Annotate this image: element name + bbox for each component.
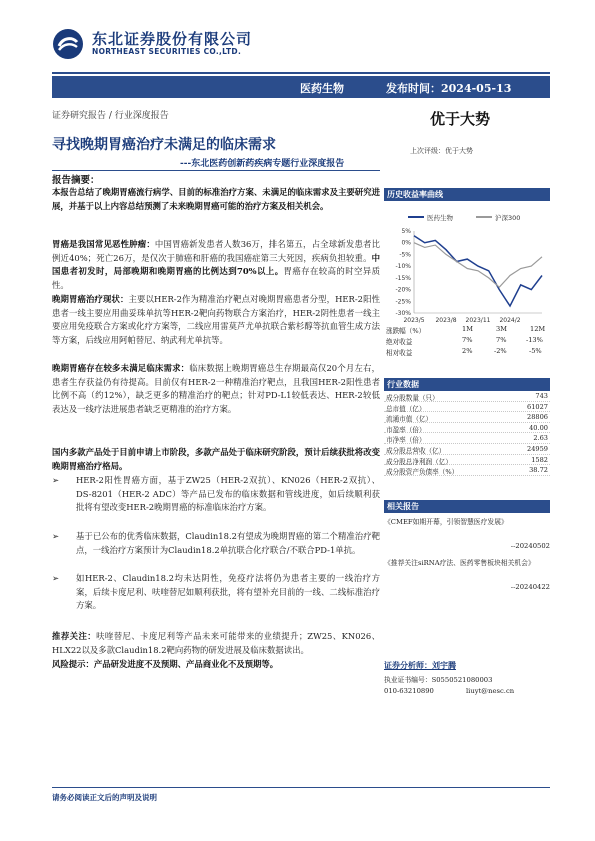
sector-label: 医药生物 bbox=[300, 82, 344, 95]
company-logo-icon bbox=[52, 28, 84, 60]
stat-value: 61027 bbox=[527, 402, 548, 411]
recommend-body: 呋喹替尼、卡度尼利等产品未来可能带来的业绩提升；ZW25、KN026、HLX22以及多款Claudin18.2靶向药物的研发进展及临床数据读出。 bbox=[52, 631, 381, 655]
industry-data-row bbox=[384, 423, 550, 434]
company-name-en: NORTHEAST SECURITIES CO.,LTD. bbox=[92, 47, 242, 56]
stat-label: 成分股总净利润（亿） bbox=[386, 457, 452, 466]
y-tick-label: -25% bbox=[395, 298, 411, 306]
report-subtitle: ---东北医药创新药疾病专题行业深度报告 bbox=[180, 159, 345, 169]
bullet-arrow-icon: ➢ bbox=[52, 573, 60, 583]
summary-intro-text: 本报告总结了晚期胃癌流行病学、目前的标准治疗方案、未满足的临床需求及主要研究进展，并基于以上内容总结预测了未来晚期胃癌可能的治疗方案及相关机会。 bbox=[52, 187, 380, 211]
related-report-link[interactable]: 《CMEF如期开幕，引领智慧医疗发展》 bbox=[384, 518, 508, 526]
legend-label: 沪深300 bbox=[495, 214, 521, 222]
bullet-text: 如HER-2、Claudin18.2均未达阴性，免疫疗法将仍为患者主要的一线治疗方案，后续卡度尼利、呋喹替尼如顺利获批，将有望补充目前的一线、二线标准治疗方案。 bbox=[76, 573, 380, 611]
perf-row-label: 相对收益 bbox=[386, 349, 413, 357]
para1-tail: 胃癌存在较高的时空异质性。 bbox=[52, 266, 380, 290]
perf-header-1m: 1M bbox=[462, 325, 473, 333]
bullet-item bbox=[52, 530, 380, 572]
para2-lead: 晚期胃癌治疗现状： bbox=[52, 294, 129, 304]
bullet-text: 基于已公布的优秀临床数据，Claudin18.2有望成为晚期胃癌的第二个精准治疗靶点，一线治疗方案预计为Claudin18.2单抗联合化疗联合/不联合PD-1单抗。 bbox=[76, 531, 380, 555]
related-reports-panel bbox=[384, 500, 550, 591]
paragraph-pipeline bbox=[52, 446, 380, 473]
previous-rating: 上次评级：优于大势 bbox=[410, 147, 473, 155]
para4-bold: 国内多款产品处于目前申请上市阶段，多款产品处于临床研究阶段，预计后续获批将改变晚期胃癌治疗格局。 bbox=[52, 447, 380, 471]
stat-label: 成分股数量（只） bbox=[386, 394, 439, 402]
header-rule bbox=[52, 72, 550, 74]
related-reports-title: 相关报告 bbox=[384, 500, 550, 513]
perf-row-label: 绝对收益 bbox=[386, 338, 413, 346]
industry-data-row bbox=[384, 412, 550, 423]
related-report-date: --20240422 bbox=[510, 583, 550, 591]
perf-row-3m: 7% bbox=[496, 336, 507, 344]
perf-row-1m: 7% bbox=[462, 336, 473, 344]
analyst-email[interactable]: liuyt@nesc.cn bbox=[466, 687, 515, 695]
x-tick-label: 2024/2 bbox=[499, 317, 521, 324]
paragraph-recommendation bbox=[52, 630, 380, 657]
y-tick-label: -10% bbox=[395, 263, 411, 271]
y-tick-label: -20% bbox=[395, 286, 411, 294]
stat-value: 40.00 bbox=[529, 423, 548, 432]
report-title: 寻找晚期胃癌治疗未满足的临床需求 bbox=[52, 137, 276, 153]
stat-label: 总市值（亿） bbox=[386, 404, 426, 413]
stat-value: 28806 bbox=[527, 413, 548, 422]
summary-intro bbox=[52, 186, 380, 213]
industry-data-row bbox=[384, 465, 550, 476]
analyst-panel bbox=[384, 660, 550, 698]
bullet-arrow-icon: ➢ bbox=[52, 531, 60, 541]
perf-row-12m: -13% bbox=[526, 336, 543, 344]
para1-lead: 胃癌是我国常见恶性肿瘤： bbox=[52, 239, 155, 249]
performance-line-chart bbox=[384, 201, 550, 331]
publish-date: 发布时间：2024-05-13 bbox=[386, 82, 512, 95]
analyst-name: 证券分析师：刘宇腾 bbox=[384, 660, 456, 670]
perf-table-header bbox=[384, 324, 550, 335]
y-tick-label: 0% bbox=[401, 239, 411, 247]
perf-header-3m: 3M bbox=[496, 325, 507, 333]
stat-value: 743 bbox=[535, 392, 548, 400]
y-tick-label: -15% bbox=[395, 274, 411, 282]
related-report-date: --20240502 bbox=[510, 542, 550, 550]
related-report-link[interactable]: 《推荐关注siRNA疗法、医药零售板块相关机会》 bbox=[384, 559, 535, 567]
paragraph-unmet-needs bbox=[52, 362, 380, 416]
stat-label: 成分股资产负债率（%） bbox=[386, 468, 459, 477]
perf-table-row bbox=[384, 335, 550, 346]
company-name-cn: 东北证券股份有限公司 bbox=[92, 30, 253, 48]
paragraph-treatment bbox=[52, 293, 380, 347]
y-tick-label: -30% bbox=[395, 310, 411, 317]
stat-label: 成分股总营收（亿） bbox=[386, 446, 446, 455]
footer-disclaimer: 请务必阅读正文后的声明及说明 bbox=[52, 793, 157, 802]
paragraph-risk bbox=[52, 658, 380, 672]
bullet-item bbox=[52, 572, 380, 628]
x-tick-label: 2023/5 bbox=[403, 317, 425, 324]
recommend-lead: 推荐关注： bbox=[52, 631, 97, 641]
para2-body: 主要以HER-2作为精准治疗靶点对晚期胃癌患者分型，HER-2阳性患者一线主要应用曲妥珠单抗等HER-2靶向药物联合方案治疗，HER-2阴性患者一线主要应用免疫联合方案或化疗方案等，二线应用雷莫芦尤单抗联合紫杉醇等抗血管生成方法等方案，后线应用阿帕替尼、纳武利尤单抗等。 bbox=[52, 294, 380, 345]
perf-header-12m: 12M bbox=[530, 325, 546, 333]
bullet-text: HER-2阳性胃癌方面，基于ZW25（HER-2双抗）、KN026（HER-2双抗）、DS-8201（HER-2 ADC）等产品已发布的临床数据和管线进度，如后续顺利获批将有望改变HER-2晚期胃癌的标准临床治疗方案。 bbox=[76, 475, 380, 513]
perf-chart-title: 历史收益率曲线 bbox=[384, 188, 550, 201]
bullet-item bbox=[52, 474, 380, 530]
stat-value: 38.72 bbox=[529, 466, 548, 475]
perf-table bbox=[384, 324, 550, 357]
perf-chart-panel bbox=[384, 188, 550, 335]
stat-value: 2.63 bbox=[533, 434, 548, 443]
industry-data-row bbox=[384, 402, 550, 413]
x-tick-label: 2023/11 bbox=[465, 317, 491, 324]
series-line bbox=[414, 243, 542, 288]
industry-data-title: 行业数据 bbox=[384, 378, 550, 391]
industry-data-row bbox=[384, 433, 550, 444]
para1-bold: 中国患者初发时，局部晚期和晚期胃癌的比例达到70%以上。 bbox=[52, 252, 380, 277]
industry-data-panel bbox=[384, 378, 550, 476]
stat-label: 市盈率（倍） bbox=[386, 425, 426, 434]
y-tick-label: 5% bbox=[401, 228, 411, 235]
perf-row-1m: 2% bbox=[462, 347, 473, 355]
para1-body: 中国胃癌新发患者人数36万，排名第五，占全球新发患者比例近40%；死亡26万，是仅次于肺癌和肝癌的我国癌症第三大死因，疾病负担较重。 bbox=[52, 239, 380, 263]
breadcrumb: 证券研究报告 / 行业深度报告 bbox=[52, 111, 169, 121]
industry-data-row bbox=[384, 444, 550, 455]
legend-label: 医药生物 bbox=[427, 214, 453, 222]
analyst-phone: 010-63210890 bbox=[384, 687, 434, 695]
perf-row-12m: -5% bbox=[529, 347, 542, 355]
industry-data-row bbox=[384, 455, 550, 466]
footer-rule bbox=[52, 787, 550, 788]
bullet-arrow-icon: ➢ bbox=[52, 475, 60, 485]
stat-value: 24959 bbox=[527, 444, 548, 453]
para3-lead: 晚期胃癌存在较多未满足临床需求： bbox=[52, 363, 190, 373]
perf-header-label: 涨跌幅（%） bbox=[386, 327, 426, 335]
perf-table-row bbox=[384, 346, 550, 357]
stat-value: 1582 bbox=[531, 455, 548, 464]
analyst-contact bbox=[384, 686, 550, 698]
summary-heading: 报告摘要： bbox=[52, 175, 100, 186]
para3-body: 临床数据上晚期胃癌总生存期最高仅20个月左右，患者生存获益仍有待提高。目前仅有HER-2一种精准治疗靶点，且我国HER-2阳性患者比例不高（约12%），缺乏更多的精准治疗的靶点；针对PD-L1较低表达、HER-2较低表达及一线疗法进展患者缺乏更精准的治疗方案。 bbox=[52, 363, 381, 414]
summary-rule bbox=[52, 170, 380, 171]
risk-body: 产品研发进度不及预期、产品商业化不及预期等。 bbox=[93, 659, 279, 669]
rating: 优于大势 bbox=[430, 110, 491, 128]
industry-data-row bbox=[384, 391, 550, 402]
stat-label: 流通市值（亿） bbox=[386, 415, 433, 424]
y-tick-label: -5% bbox=[399, 251, 411, 259]
paragraph-epidemiology bbox=[52, 238, 380, 292]
risk-lead: 风险提示： bbox=[52, 659, 94, 669]
x-tick-label: 2023/8 bbox=[435, 317, 457, 324]
perf-row-3m: -2% bbox=[494, 347, 507, 355]
stat-label: 市净率（倍） bbox=[386, 436, 426, 445]
analyst-license: 执业证书编号：S0550521080003 bbox=[384, 676, 493, 684]
